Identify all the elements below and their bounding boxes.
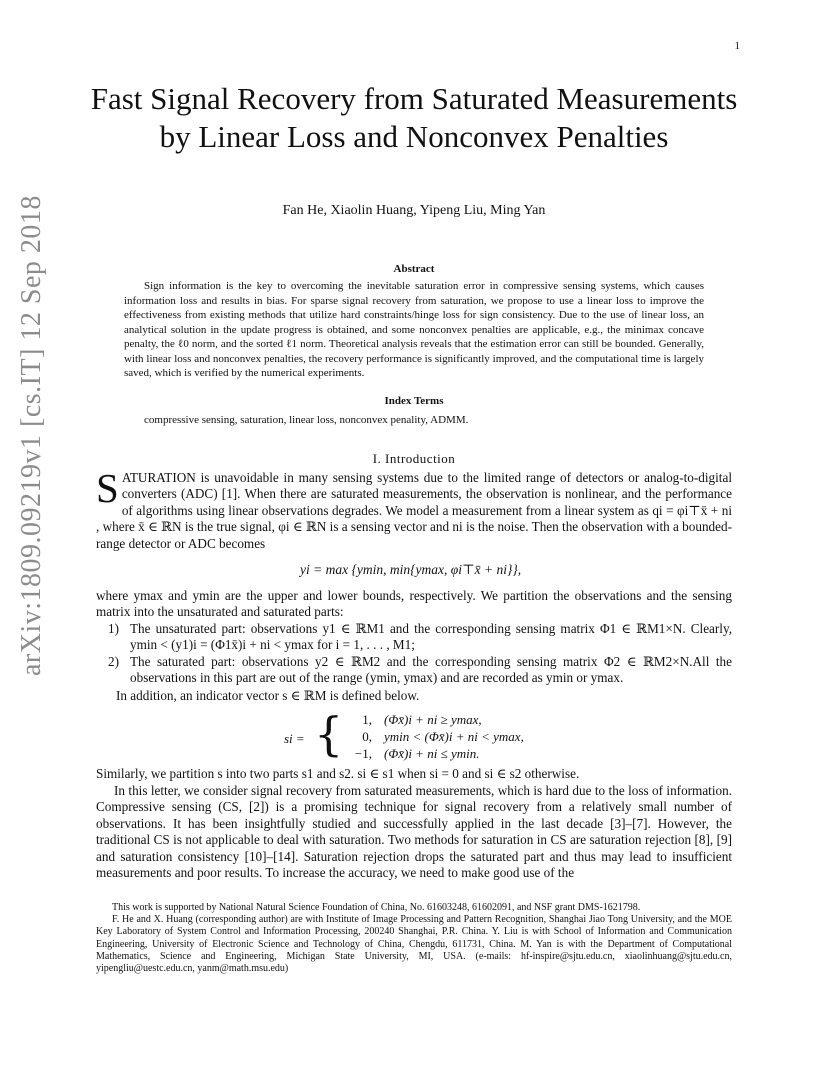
case-row [342,729,524,745]
case-condition: ymin < (Φx̄)i + ni < ymax, [384,729,524,744]
cs-paragraph: In this letter, we consider signal recovery from saturated measurements, which is hard due to the loss of information. Compressive sensing (CS, [2]) is a promising technique for signal recovery from a relatively small number of observations. It has been insightfully studied and successfully applied in the last decade [3]–[7]. However, the traditional CS is not applicable to deal with saturation. Two methods for saturation in CS are saturation rejection [8], [9] and saturation consistency [10]–[14]. Saturation rejection drops the saturated part and thus may lead to insufficient measurements and poor results. To increase the accuracy, we need to make good use of the [96,783,732,881]
arxiv-stamp: arXiv:1809.09219v1 [cs.IT] 12 Sep 2018 [16,195,47,676]
equation-indicator-cases [284,707,584,764]
left-brace-icon: { [314,707,344,761]
list-item [108,621,732,654]
indicator-paragraph: In addition, an indicator vector s ∈ ℝM is defined below. [116,688,420,703]
cases-lhs: si = [284,731,305,746]
list-item-text: The saturated part: observations y2 ∈ ℝM2 and the corresponding sensing matrix Φ2 ∈ ℝM2×N.All the observations in this part are out of the range (ymin, ymax) and are recorded as ymin or ymax. [130,654,732,686]
index-terms-heading: Index Terms [384,395,444,407]
abstract-body: Sign information is the key to overcoming the inevitable saturation error in compressive sensing systems, which causes information loss and results in bias. For sparse signal recovery from saturation, we propose to use a linear loss to improve the effectiveness from existing methods that utilize hard constraints/hinge loss for sign consistency. Due to the use of linear loss, an analytical solution in the update progress is obtained, and some nonconvex penalties are applicable, e.g., the minimax concave penalty, the ℓ0 norm, and the sorted ℓ1 norm. Theoretical analysis reveals that the estimation error can still be bounded. Generally, with linear loss and nonconvex penalties, the recovery performance is significantly improved, and the computational time is largely saved, which is verified by the numerical experiments. [124,280,704,379]
intro-text: ATURATION is unavoidable in many sensing systems due to the limited range of detectors or analog-to-digital converters (ADC) [1]. When there are saturated measurements, the observation is nonlinear, and the performance of algorithms using linear observations degrades. We model a measurement from a linear system as qi = φi⊤x̄ + ni , where x̄ ∈ ℝN is the true signal, φi ∈ ℝN is a sensing vector and ni is the noise. Then the observation with a bounded-range detector or ADC becomes [96,470,732,551]
case-value: 0, [362,729,372,744]
dropcap-letter: S [96,465,119,511]
list-item-number: 1) [108,621,119,636]
abstract-heading: Abstract [393,263,435,275]
paper-title: Fast Signal Recovery from Saturated Measurements by Linear Loss and Nonconvex Penalties [90,81,738,154]
case-row [342,712,482,728]
case-condition: (Φx̄)i + ni ≥ ymax, [384,712,482,727]
equation-saturation-model: yi = max {ymin, min{ymax, φi⊤x̄ + ni}}, [300,562,522,577]
index-terms-body: compressive sensing, saturation, linear loss, nonconvex penality, ADMM. [144,414,469,426]
list-item-number: 2) [108,654,119,669]
intro-paragraph [96,465,732,552]
footnote-affiliations: F. He and X. Huang (corresponding author) are with Institute of Image Processing and Pattern Recognition, Shanghai Jiao Tong University, and the MOE Key Laboratory of System Control and Information Processing, 200240 Shanghai, P.R. China. Y. Liu is with School of Information and Communication Engineering, University of Electronic Science and Technology of China, Chengdu, 611731, China. M. Yan is with the Department of Computational Mathematics, Science and Engineering, Michigan State University, MI, USA. (e-mails: hf-inspire@sjtu.edu.cn, xiaolinhuang@sjtu.edu.cn, yipengliu@uestc.edu.cn, yanm@math.msu.edu) [96,914,732,975]
page-number: 1 [734,40,740,52]
author-list: Fan He, Xiaolin Huang, Yipeng Liu, Ming Yan [282,203,546,218]
case-value: 1, [362,712,372,727]
similarly-paragraph: Similarly, we partition s into two parts s1 and s2. si ∈ s1 when si = 0 and si ∈ s2 otherwise. [96,766,580,781]
where-paragraph: where ymax and ymin are the upper and lower bounds, respectively. We partition the observations and the sensing matrix into the unsaturated and saturated parts: [96,588,732,620]
case-condition: (Φx̄)i + ni ≤ ymin. [384,746,480,761]
footnote-funding: This work is supported by National Natural Science Foundation of China, No. 61603248, 61602091, and NSF grant DMS-1621798. [112,902,641,913]
case-row [342,746,479,762]
list-item [108,654,732,687]
list-item-text: The unsaturated part: observations y1 ∈ ℝM1 and the corresponding sensing matrix Φ1 ∈ ℝM1×N. Clearly, ymin < (y1)i = (Φ1x̄)i + ni < ymax for i = 1, . . . , M1; [130,621,732,653]
section-heading: I. Introduction [372,451,456,466]
case-value: −1, [354,746,372,761]
